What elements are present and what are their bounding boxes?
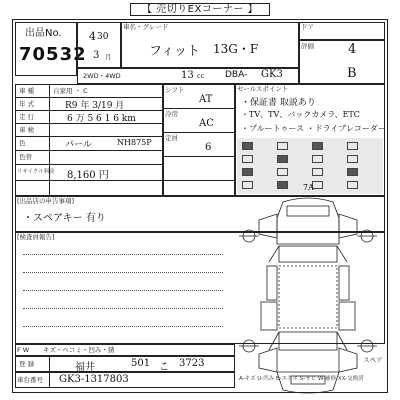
spec-recycle-label: リサイクル料金 xyxy=(17,169,55,175)
equip-ac-value: AC xyxy=(199,118,214,129)
fw-label: F W xyxy=(17,346,30,354)
reg-place: 福井 xyxy=(75,362,95,373)
equip-check-4 xyxy=(347,142,358,150)
score-label: 評価 xyxy=(301,42,314,50)
equip-seat-value: 6 xyxy=(205,142,212,153)
drive-label: 2WD・4WD xyxy=(83,72,121,80)
car-diagram xyxy=(235,196,381,396)
equip-check-14 xyxy=(277,181,288,189)
equip-check-6 xyxy=(277,155,288,163)
equip-shift-label: シフト xyxy=(165,86,185,94)
equip-check-2 xyxy=(277,142,288,150)
displacement-unit: cc xyxy=(197,72,205,80)
equip-check-3 xyxy=(312,142,323,150)
date-second: 3 xyxy=(93,50,100,61)
chassis-number: GK3-1317803 xyxy=(59,374,129,385)
equip-check-10 xyxy=(277,168,288,176)
notes-line: ・スペアキー 有り xyxy=(23,213,106,224)
lot-label: 出品No. xyxy=(25,28,62,39)
spare-label: スペア xyxy=(363,356,383,364)
name-label: 車名・グレード xyxy=(123,23,169,31)
auction-sheet xyxy=(12,19,388,393)
spec-mileage-value: 6 万 5 6 1 6 km xyxy=(67,114,136,124)
displacement: 13 xyxy=(181,70,194,81)
spec-color-code: NH875P xyxy=(117,138,152,147)
equip-check-16 xyxy=(347,181,358,189)
inspection-label: [検査員報告] xyxy=(17,233,55,241)
spec-recycle-value: 8,160 円 xyxy=(67,170,109,181)
spec-color-label: 色 xyxy=(19,139,26,147)
spec-year-value: R9 年 3/19 月 xyxy=(65,101,125,111)
chassis-label: 車台番号 xyxy=(17,376,43,384)
equip-shift-value: AT xyxy=(199,94,213,105)
reg-class: 501 xyxy=(131,358,151,369)
diagram-mark: 7A xyxy=(303,183,314,192)
model-code: DBA- xyxy=(225,70,248,80)
reg-label: 登 録 xyxy=(19,360,35,368)
notes-label: [出品店の申告事項] xyxy=(17,197,75,205)
equip-check-9 xyxy=(242,168,253,176)
equip-check-12 xyxy=(347,168,358,176)
damage-legend: A-キズ U-凹み E-エクボ S-サビ W-補修 XX-交換済 xyxy=(239,376,364,382)
model-suffix: GK3 xyxy=(261,69,283,80)
date-month: 月 xyxy=(105,53,112,61)
date-first-ext: 30 xyxy=(97,32,109,42)
lot-number: 70532 xyxy=(19,44,87,65)
door-count: 4 xyxy=(348,42,357,57)
selling-point-line-3: ・ブルートゥース ・ドライブレコーダー xyxy=(241,124,386,133)
equip-check-11 xyxy=(312,168,323,176)
spec-inspection-label: 車 検 xyxy=(19,126,35,134)
banner: 【 売切りEXコーナー 】 xyxy=(130,3,270,16)
spec-year-label: 年 式 xyxy=(19,100,35,108)
equip-check-13 xyxy=(242,181,253,189)
spec-color-value: パール xyxy=(65,140,92,150)
selling-point-line-2: ・TV、TV、バックカメラ、ETC xyxy=(241,110,360,119)
vehicle-name: フィット xyxy=(149,44,200,59)
equip-seat-label: 定員 xyxy=(165,134,178,142)
selling-point-line-1: ・保証書 取説あり xyxy=(241,98,316,108)
score-value: B xyxy=(347,66,357,81)
spec-type-label: 車 種 xyxy=(19,87,35,95)
equip-check-1 xyxy=(242,142,253,150)
spec-repaint-label: 色替 xyxy=(19,153,32,161)
fw-legend: キズ・ヘコミ・凹み・錆 xyxy=(43,346,115,354)
door-label: ドア xyxy=(301,23,314,31)
spec-type-sub: 自家用 ・ C xyxy=(53,87,88,95)
selling-points-label: セールスポイント xyxy=(237,85,289,93)
reg-number: 3723 xyxy=(179,358,205,369)
reg-kana: こ xyxy=(159,362,169,373)
equip-check-5 xyxy=(242,155,253,163)
equip-check-7 xyxy=(312,155,323,163)
vehicle-grade: 13G・F xyxy=(213,42,259,56)
date-first: 4 xyxy=(89,30,96,43)
equip-ac-label: 冷房 xyxy=(165,110,178,118)
spec-mileage-label: 走 行 xyxy=(19,113,35,121)
equip-check-8 xyxy=(347,155,358,163)
date-box xyxy=(77,22,121,68)
